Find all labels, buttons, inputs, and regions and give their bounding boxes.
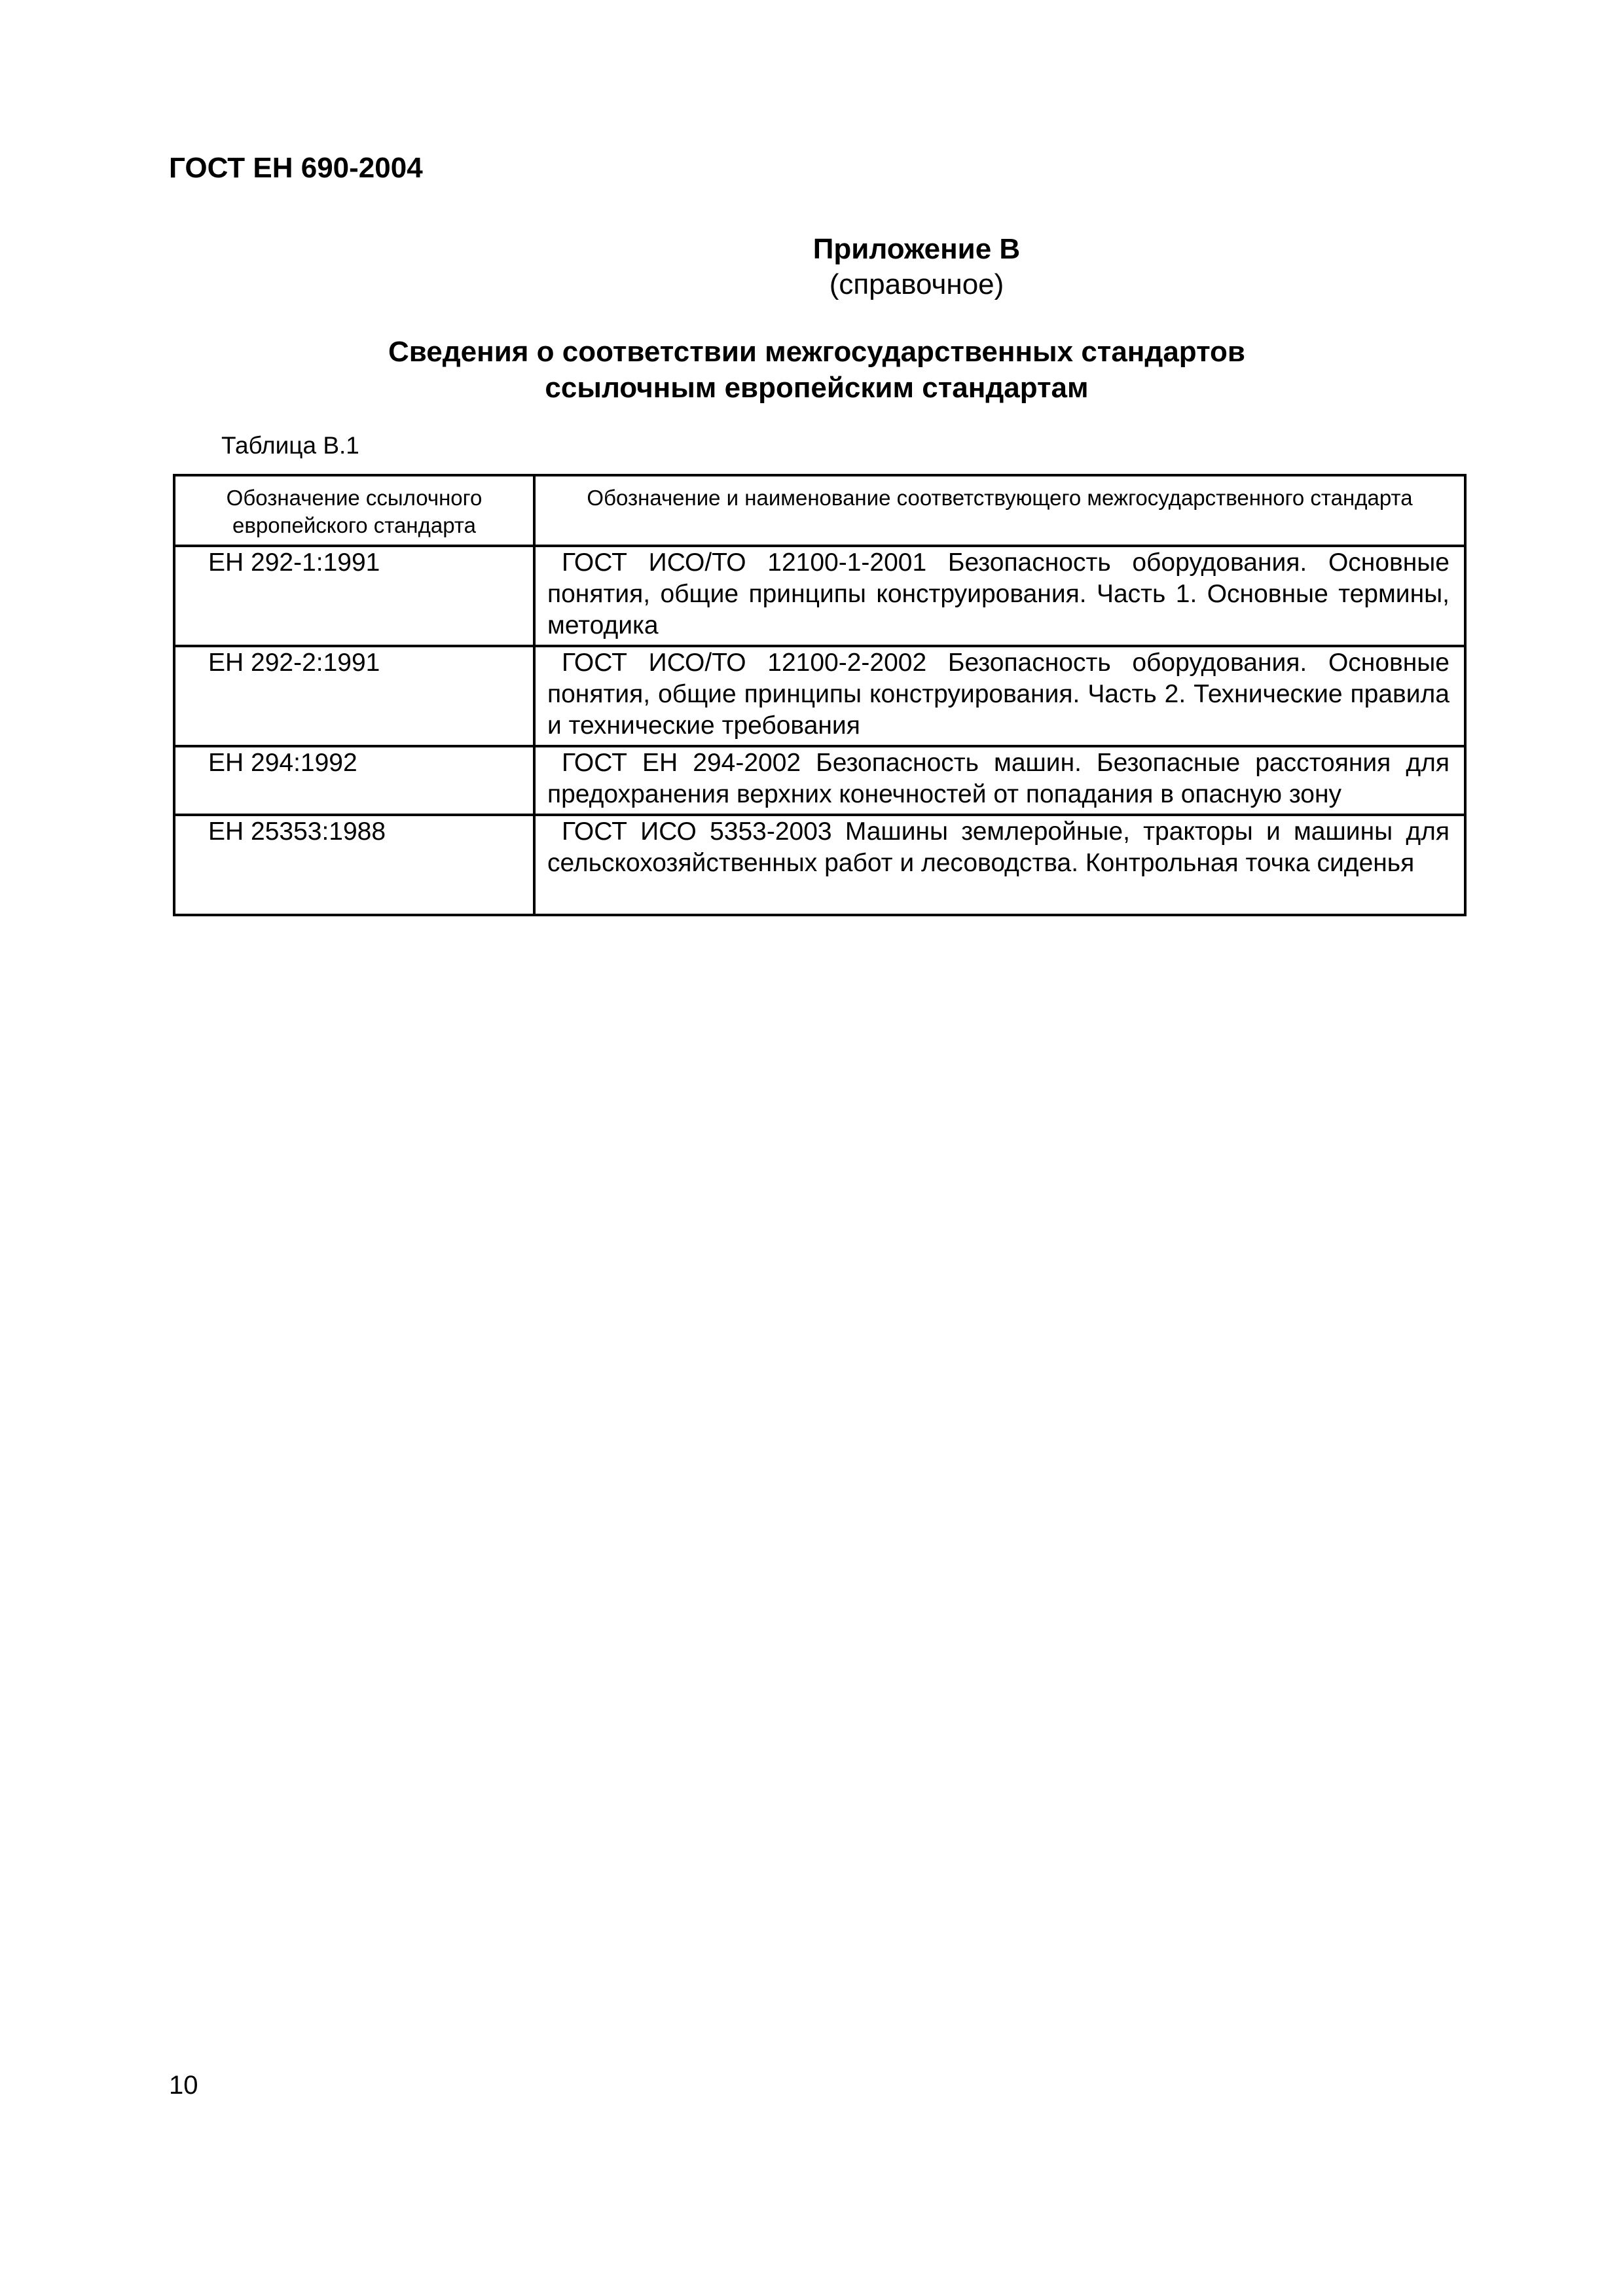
reference-cell: ЕН 294:1992: [174, 746, 534, 815]
reference-cell: ЕН 292-1:1991: [174, 546, 534, 646]
table-row: [174, 746, 1465, 815]
table-label: Таблица В.1: [221, 432, 359, 459]
section-title-line2: ссылочным европейским стандартам: [545, 372, 1089, 404]
annex-heading: [655, 232, 1178, 302]
standard-cell: ГОСТ ИСО/ТО 12100-1-2001 Безопасность оборудования. Основные понятия, общие принципы конструирования. Часть 1. Основные термины, методика: [534, 546, 1465, 646]
table-header-row: [174, 475, 1465, 546]
standard-cell: ГОСТ ЕН 294-2002 Безопасность машин. Безопасные расстояния для предохранения верхних конечностей от попадания в опасную зону: [534, 746, 1465, 815]
standard-cell: ГОСТ ИСО/ТО 12100-2-2002 Безопасность оборудования. Основные понятия, общие принципы конструирования. Часть 2. Технические правила и технические требования: [534, 646, 1465, 746]
column-header-reference: Обозначение ссылочного европейского стандарта: [174, 475, 534, 546]
reference-cell: ЕН 25353:1988: [174, 815, 534, 915]
table-row: [174, 815, 1465, 915]
table-row: [174, 646, 1465, 746]
reference-table: [173, 474, 1467, 916]
page-number: 10: [169, 2071, 198, 2100]
annex-type: (справочное): [829, 268, 1004, 300]
section-title: [170, 334, 1463, 406]
section-title-line1: Сведения о соответствии межгосударственных стандартов: [388, 336, 1245, 368]
column-header-standard: Обозначение и наименование соответствующего межгосударственного стандарта: [534, 475, 1465, 546]
table-row: [174, 546, 1465, 646]
annex-title: Приложение В: [812, 233, 1021, 265]
reference-cell: ЕН 292-2:1991: [174, 646, 534, 746]
standard-cell: ГОСТ ИСО 5353-2003 Машины землеройные, тракторы и машины для сельскохозяйственных работ и лесоводства. Контрольная точка сиденья: [534, 815, 1465, 915]
document-code: ГОСТ ЕН 690-2004: [169, 152, 423, 184]
